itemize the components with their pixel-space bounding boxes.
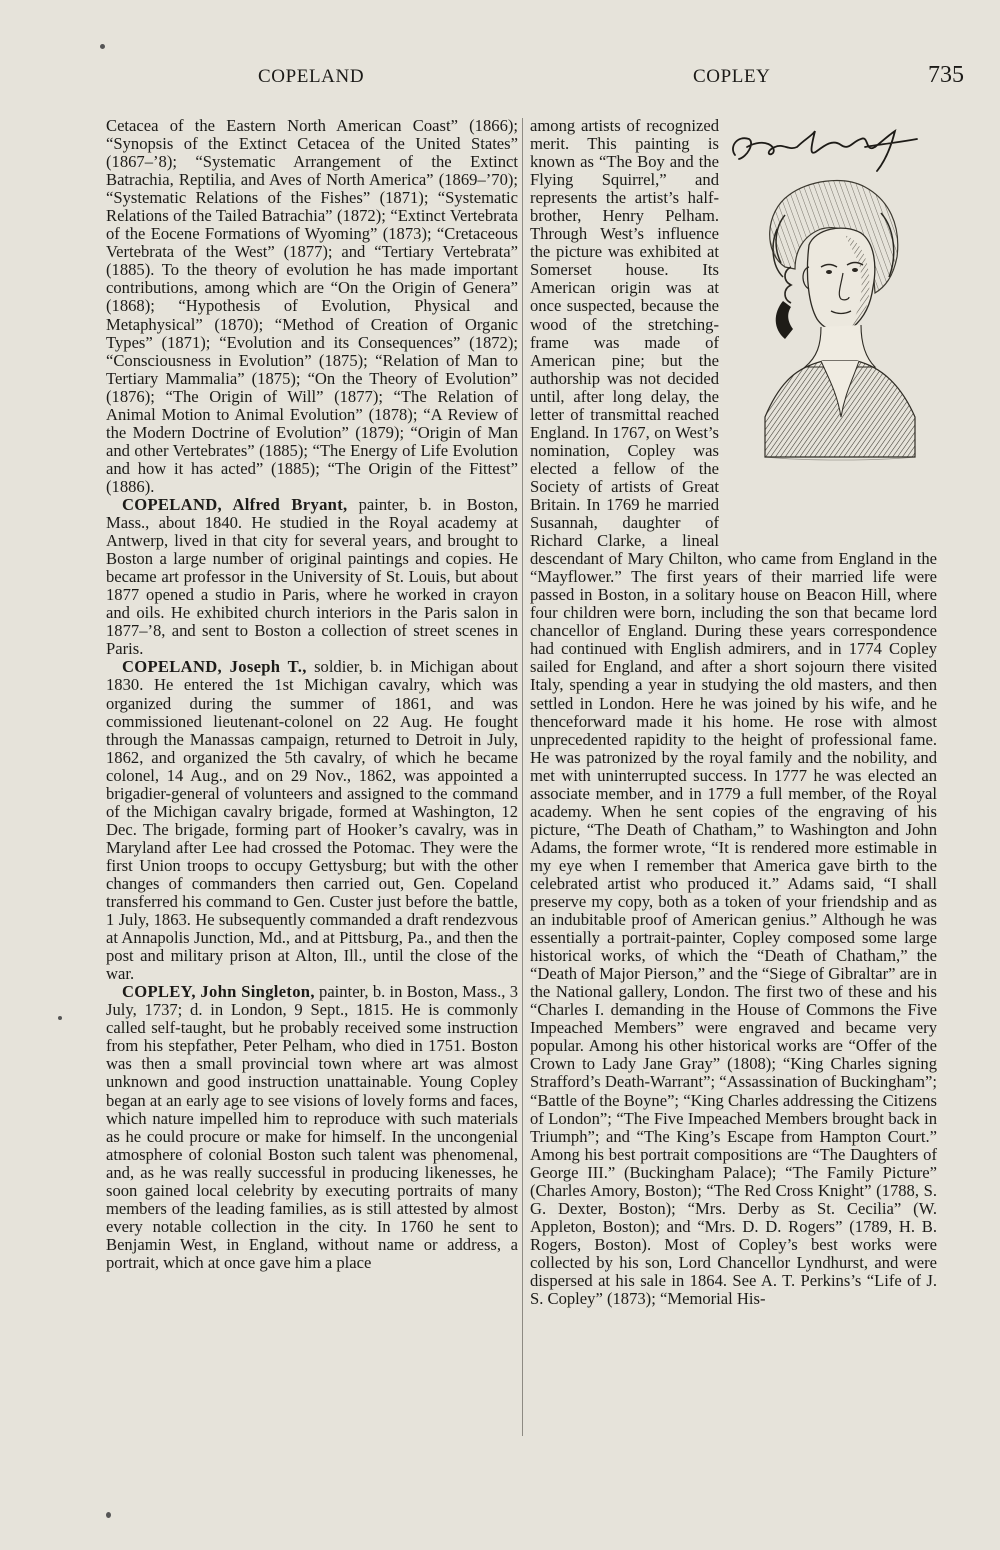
left-column	[106, 117, 518, 1272]
entry-john-singleton-copley	[106, 983, 518, 1272]
entry-body: soldier, b. in Michigan about 1830. He entered the 1st Michigan cavalry, which was organized during the summer of 1861, and was commissioned lieutenant-colonel on 22 Aug. He fought through the Manassas campaign, returned to Detroit in July, 1862, and organized the 5th cavalry, of which he became colonel, 14 Aug., and on 29 Nov., 1862, was appointed a brigadier-general of volunteers and assigned to the command of the Michigan cavalry brigade, formed at Washington, 12 Dec. The brigade, forming part of Hooker’s cavalry, was in Maryland after Lee had crossed the Potomac. They were the first Union troops to occupy Gettysburg; but with the other changes of commanders then carried out, Gen. Copeland transferred his command to Gen. Custer just before the battle, 1 July, 1863. He subsequently commanded a draft rendezvous at Annapolis Junction, Md., and at Pittsburg, Pa., and then the post and military prison at Alton, Ill., until the close of the war.	[106, 657, 518, 984]
entry-joseph-copeland	[106, 658, 518, 983]
entry-alfred-bryant-copeland	[106, 496, 518, 658]
entry-body: painter, b. in Boston, Mass., 3 July, 1737; d. in London, 9 Sept., 1815. He is commonly called self-taught, but he probably received some instruction from his stepfather, Peter Pelham, who died in 1751. Boston was then a small provincial town where art was almost unknown and good instruction unattainable. Young Copley began at an early age to see visions of lovely forms and faces, which nature impelled him to reproduce with such materials as he could procure or make for himself. In the uncongenial atmosphere of colonial Boston such talent was phenomenal, and, as he was really successful in producing likenesses, he soon gained local celebrity by executing portraits of many members of the leading families, as is still attested by almost every notable collection in the city. In 1760 he sent to Benjamin West, in England, without name or address, a portrait, which at once gave him a place	[106, 982, 518, 1272]
page-number: 735	[928, 62, 964, 88]
entry-body: painter, b. in Boston, Mass., about 1840. He studied in the Royal academy at Antwerp, lived in that city for several years, and brought to Boston a large number of original paintings and copies. He became art professor in the University of St. Louis, but about 1877 opened a studio in Paris, where he worked in crayon and oils. He exhibited church interiors in the Paris salon in 1877–’8, and sent to Boston a collection of street scenes in Paris.	[106, 494, 518, 659]
running-head-right: COPLEY	[693, 66, 771, 87]
paragraph-cope-works: Cetacea of the Eastern North American Coast” (1866); “Synopsis of the Extinct Cetacea of the United States” (1867–’8); “Systematic Arrangement of the Extinct Batrachia, Reptilia, and Aves of North America” (1869–’70); “Systematic Relations of the Fishes” (1871); “Systematic Relations of the Tailed Batrachia” (1872); “Extinct Vertebrata of the Eocene Formations of Wyoming” (1873); “Cretaceous Vertebrata of the West” (1877); and “Tertiary Vertebrata” (1885). To the theory of evolution he has made important contributions, among which are “On the Origin of Genera” (1868); “Hypothesis of Evolution, Physical and Metaphysical” (1870); “Method of Creation of Organic Types” (1871); “Evolution and its Consequences” (1872); “Consciousness in Evolution” (1875); “Relation of Man to Tertiary Mammalia” (1875); “On the Theory of Evolution” (1876); “The Origin of Will” (1877); “The Relation of Animal Motion to Animal Evolution” (1878); “A Review of the Modern Doctrine of Evolution” (1879); “Origin of Man and other Vertebrates” (1885); “The Energy of Life Evolution and how it has acted” (1885); “The Origin of the Fittest” (1886).	[106, 116, 518, 496]
signature	[725, 117, 925, 177]
paper-speck	[106, 1512, 111, 1518]
portrait-figure	[725, 117, 937, 537]
paper-speck	[100, 44, 105, 49]
entry-heading: COPELAND, Joseph T.,	[122, 657, 307, 677]
right-column	[530, 117, 937, 1308]
running-head-left: COPELAND	[258, 66, 365, 87]
column-divider	[522, 118, 523, 1436]
entry-heading: COPLEY, John Singleton,	[122, 982, 315, 1002]
entry-heading: COPELAND, Alfred Bryant,	[122, 494, 348, 514]
copley-biography-continued: among artists of recognized merit. This painting is known as “The Boy and the Flying Squirrel,” and represents the artist’s half-brother, Henry Pelham. Through West’s influence the picture was exhibited at Somerset house. Its American origin was at once suspected, because the wood of the stretching-frame was made of American pine; but the authorship was not decided until, after long delay, the letter of transmittal reached England. In 1767, on West’s nomination, Copley was elected a fellow of the Society of artists of Great Britain. In 1769 he married Susannah, daughter of Richard Clarke, a lineal descendant of Mary Chilton, who came from England in the “Mayflower.” The first years of their married life were passed in Boston, in a solitary house on Beacon Hill, where four children were born, including the son that became lord chancellor of England. During these years correspondence had continued with English admirers, and in 1774 Copley sailed for England, and after a short sojourn there visited Italy, spending a year in studying the old masters, and then settled in London. Here he was joined by his wife, and he thenceforward made it his home. He rose with almost unprecedented rapidity to the height of professional fame. He was patronized by the royal family and the nobility, and met with uninterrupted success. In 1777 he was elected an associate member, and in 1779 a full member, of the Royal academy. When he sent copies of the engraving of his picture, “The Death of Chatham,” to Washington and John Adams, the former wrote, “It is rendered more estimable in my eye when I remember that America gave birth to the celebrated artist who produced it.” Adams said, “I shall preserve my copy, both as a token of your friendship and as an indubitable proof of American genius.” Although he was essentially a portrait-painter, Copley composed some large historical works, of which the “Death of Chatham,” the “Death of Major Pierson,” and the “Siege of Gibraltar” are in the National gallery, London. The first two of these and his “Charles I. demanding in the House of Commons the Five Impeached Members” were engraved and became very popular. Among his other historical works are “Offer of the Crown to Lady Jane Gray” (1808); “King Charles signing Strafford’s Death-Warrant”; “Assassination of Buckingham”; “Battle of the Boyne”; “King Charles addressing the Citizens of London”; “The Five Impeached Members brought back in Triumph”; and “The King’s Escape from Hampton Court.” Among his best portrait compositions are “The Daughters of George III.” (Buckingham Palace); “The Family Picture” (Charles Amory, Boston); “The Red Cross Knight” (1788, S. G. Dexter, Boston); “Mrs. Derby as St. Cecilia” (W. Appleton, Boston); and “Mrs. D. D. Rogers” (1789, H. B. Rogers, Boston). Most of Copley’s best works were collected by his son, Lord Chancellor Lyndhurst, and were dispersed at his sale in 1864. See A. T. Perkins’s “Life of J. S. Copley” (1873); “Memorial His-	[530, 116, 937, 1309]
paper-speck	[58, 1016, 62, 1020]
